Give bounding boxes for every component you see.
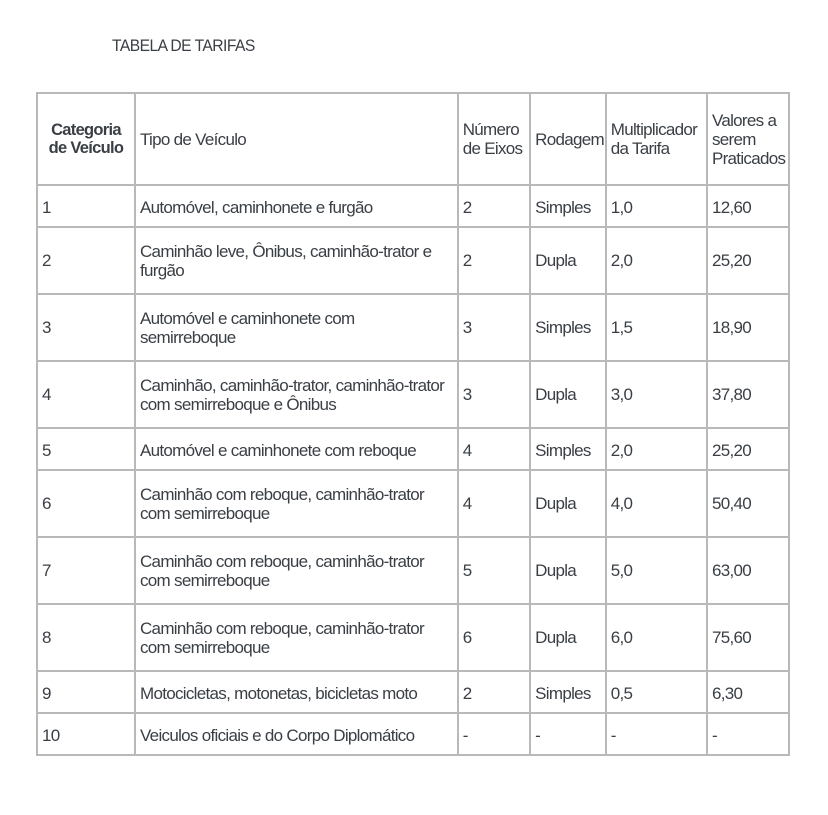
cell-multiplicador: 2,0 xyxy=(606,428,707,470)
cell-eixos: 4 xyxy=(458,470,530,537)
cell-multiplicador: 1,5 xyxy=(606,294,707,361)
cell-rodagem: Dupla xyxy=(530,604,606,671)
cell-rodagem: Dupla xyxy=(530,537,606,604)
cell-valor: 18,90 xyxy=(707,294,789,361)
header-tipo: Tipo de Veículo xyxy=(135,93,458,185)
page-title: TABELA DE TARIFAS xyxy=(112,36,255,55)
cell-valor: 63,00 xyxy=(707,537,789,604)
header-eixos: Número de Eixos xyxy=(458,93,530,185)
cell-tipo: Veiculos oficiais e do Corpo Diplomático xyxy=(135,713,458,755)
cell-tipo: Caminhão com reboque, caminhão-trator com semirreboque xyxy=(135,604,458,671)
cell-eixos: 2 xyxy=(458,671,530,713)
cell-categoria: 1 xyxy=(37,185,135,227)
cell-rodagem: - xyxy=(530,713,606,755)
table-row xyxy=(37,294,789,361)
cell-multiplicador: 3,0 xyxy=(606,361,707,428)
cell-categoria: 4 xyxy=(37,361,135,428)
cell-rodagem: Simples xyxy=(530,294,606,361)
cell-tipo: Automóvel e caminhonete com semirreboque xyxy=(135,294,458,361)
cell-valor: 37,80 xyxy=(707,361,789,428)
cell-tipo: Automóvel e caminhonete com reboque xyxy=(135,428,458,470)
cell-tipo: Caminhão leve, Ônibus, caminhão-trator e furgão xyxy=(135,227,458,294)
cell-valor: 6,30 xyxy=(707,671,789,713)
cell-valor: - xyxy=(707,713,789,755)
cell-rodagem: Simples xyxy=(530,428,606,470)
cell-rodagem: Simples xyxy=(530,671,606,713)
cell-eixos: 5 xyxy=(458,537,530,604)
cell-rodagem: Dupla xyxy=(530,361,606,428)
tariff-table xyxy=(36,92,790,756)
table-row xyxy=(37,470,789,537)
cell-multiplicador: 0,5 xyxy=(606,671,707,713)
cell-categoria: 2 xyxy=(37,227,135,294)
cell-multiplicador: 1,0 xyxy=(606,185,707,227)
cell-eixos: 2 xyxy=(458,227,530,294)
cell-categoria: 8 xyxy=(37,604,135,671)
header-categoria: Categoria de Veículo xyxy=(37,93,135,185)
cell-categoria: 9 xyxy=(37,671,135,713)
cell-tipo: Caminhão, caminhão-trator, caminhão-trator com semirreboque e Ônibus xyxy=(135,361,458,428)
header-rodagem: Rodagem xyxy=(530,93,606,185)
cell-eixos: 2 xyxy=(458,185,530,227)
cell-rodagem: Simples xyxy=(530,185,606,227)
table-row xyxy=(37,713,789,755)
cell-tipo: Caminhão com reboque, caminhão-trator com semirreboque xyxy=(135,537,458,604)
cell-rodagem: Dupla xyxy=(530,470,606,537)
cell-multiplicador: - xyxy=(606,713,707,755)
cell-multiplicador: 6,0 xyxy=(606,604,707,671)
cell-eixos: 3 xyxy=(458,361,530,428)
table-header-row xyxy=(37,93,789,185)
cell-categoria: 10 xyxy=(37,713,135,755)
cell-tipo: Caminhão com reboque, caminhão-trator com semirreboque xyxy=(135,470,458,537)
table-row xyxy=(37,361,789,428)
cell-eixos: 4 xyxy=(458,428,530,470)
cell-multiplicador: 4,0 xyxy=(606,470,707,537)
cell-categoria: 5 xyxy=(37,428,135,470)
table-row xyxy=(37,604,789,671)
cell-categoria: 7 xyxy=(37,537,135,604)
cell-rodagem: Dupla xyxy=(530,227,606,294)
cell-eixos: - xyxy=(458,713,530,755)
table-row xyxy=(37,537,789,604)
cell-categoria: 6 xyxy=(37,470,135,537)
cell-valor: 75,60 xyxy=(707,604,789,671)
table-row xyxy=(37,227,789,294)
cell-valor: 50,40 xyxy=(707,470,789,537)
table-row xyxy=(37,428,789,470)
cell-multiplicador: 2,0 xyxy=(606,227,707,294)
cell-valor: 25,20 xyxy=(707,227,789,294)
cell-tipo: Motocicletas, motonetas, bicicletas moto xyxy=(135,671,458,713)
cell-categoria: 3 xyxy=(37,294,135,361)
cell-valor: 12,60 xyxy=(707,185,789,227)
table-row xyxy=(37,185,789,227)
cell-eixos: 3 xyxy=(458,294,530,361)
cell-multiplicador: 5,0 xyxy=(606,537,707,604)
cell-valor: 25,20 xyxy=(707,428,789,470)
header-valores: Valores a serem Praticados xyxy=(707,93,789,185)
cell-tipo: Automóvel, caminhonete e furgão xyxy=(135,185,458,227)
header-multiplicador: Multiplicador da Tarifa xyxy=(606,93,707,185)
cell-eixos: 6 xyxy=(458,604,530,671)
table-row xyxy=(37,671,789,713)
